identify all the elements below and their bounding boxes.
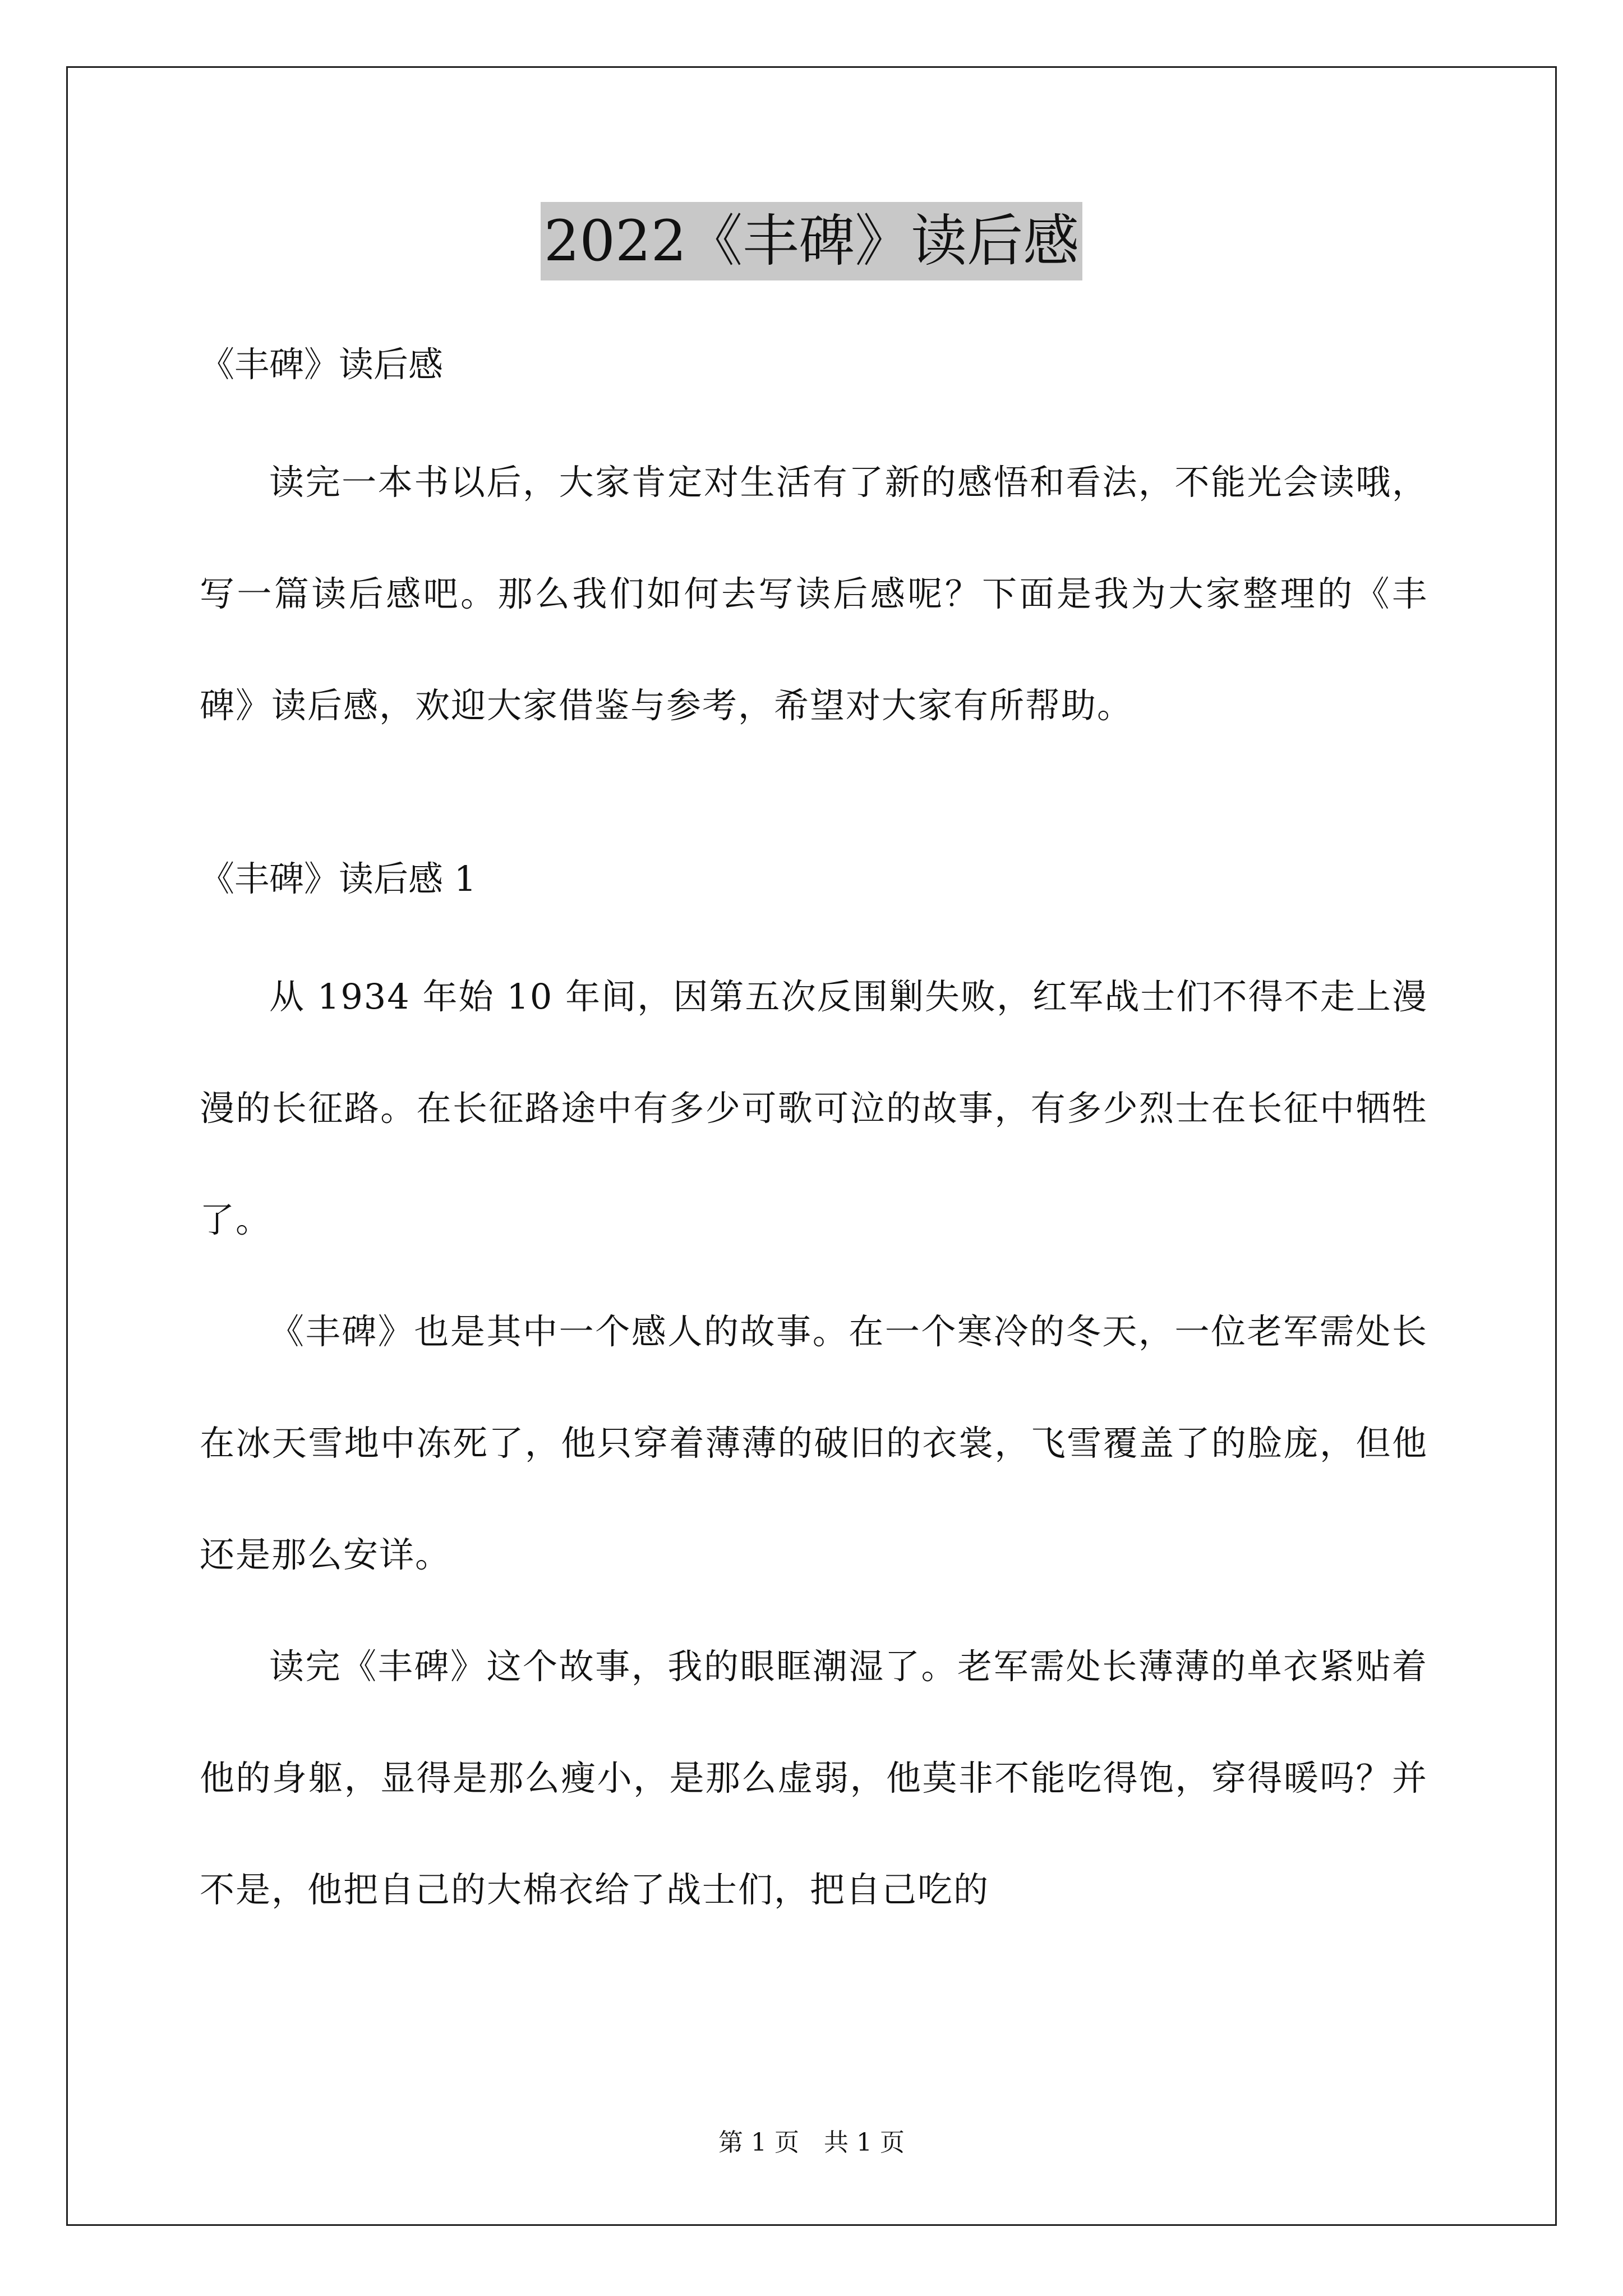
intro-heading: 《丰碑》读后感 bbox=[200, 344, 444, 385]
document-body bbox=[200, 337, 1428, 1945]
section-1-heading: 《丰碑》读后感 1 bbox=[200, 858, 477, 899]
section-1-paragraph-3: 读完《丰碑》这个故事，我的眼眶潮湿了。老军需处长薄薄的单衣紧贴着他的身躯，显得是那么瘦小，是那么虚弱，他莫非不能吃得饱，穿得暖吗？并不是，他把自己的大棉衣给了战士们，把自己吃的 bbox=[200, 1646, 1428, 1910]
page-number-footer: 第 1 页 共 1 页 bbox=[718, 2128, 905, 2157]
intro-paragraph: 读完一本书以后，大家肯定对生活有了新的感悟和看法，不能光会读哦，写一篇读后感吧。那么我们如何去写读后感呢？下面是我为大家整理的《丰碑》读后感，欢迎大家借鉴与参考，希望对大家有所帮助。 bbox=[200, 462, 1428, 726]
section-spacer bbox=[200, 761, 1428, 851]
document-title-text: 2022《丰碑》读后感 bbox=[541, 202, 1083, 280]
section-1-paragraph-1: 从 1934 年始 10 年间，因第五次反围剿失败，红军战士们不得不走上漫漫的长征路。在长征路途中有多少可歌可泣的故事，有多少烈士在长征中牺牲了。 bbox=[200, 976, 1428, 1240]
section-1-paragraph-2: 《丰碑》也是其中一个感人的故事。在一个寒冷的冬天，一位老军需处长在冰天雪地中冻死了，他只穿着薄薄的破旧的衣裳，飞雪覆盖了的脸庞，但他还是那么安详。 bbox=[200, 1311, 1428, 1575]
document-title bbox=[0, 202, 1623, 280]
